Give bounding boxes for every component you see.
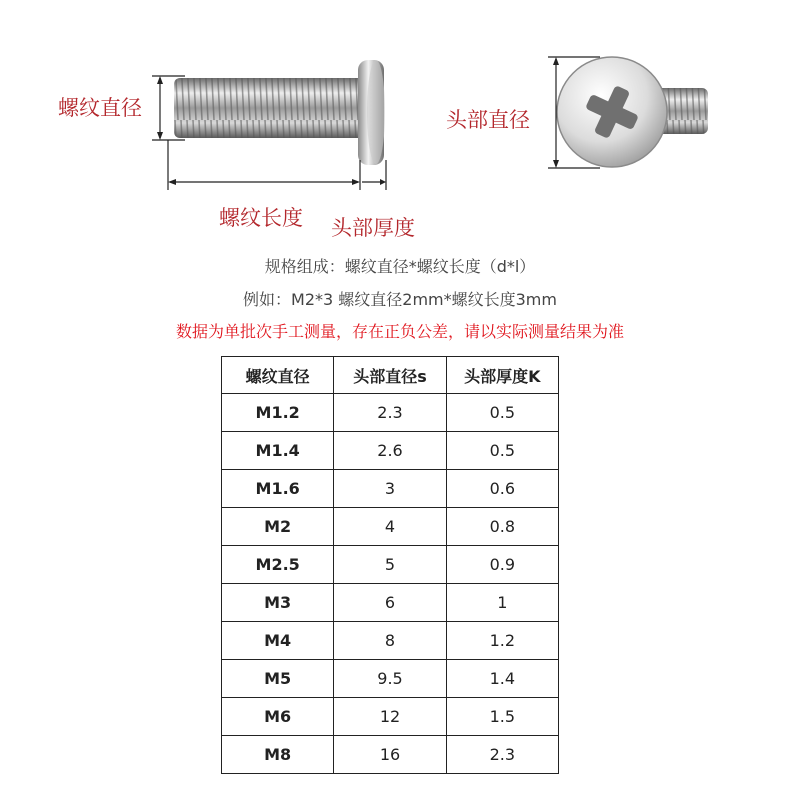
header-head-thickness: 头部厚度K xyxy=(446,357,558,394)
head-diameter-cell: 5 xyxy=(334,546,446,584)
head-thickness-cell: 2.3 xyxy=(446,736,558,774)
table-row xyxy=(222,432,559,470)
table-row xyxy=(222,622,559,660)
thread-length-label: 螺纹长度 xyxy=(219,206,303,230)
screw-head-view xyxy=(557,57,708,167)
table-row xyxy=(222,470,559,508)
thread-diameter-cell: M6 xyxy=(222,698,334,736)
head-diameter-cell: 16 xyxy=(334,736,446,774)
thread-diameter-cell: M2.5 xyxy=(222,546,334,584)
thread-diameter-cell: M8 xyxy=(222,736,334,774)
thread-diameter-cell: M1.6 xyxy=(222,470,334,508)
header-thread-diameter: 螺纹直径 xyxy=(222,357,334,394)
head-thickness-label: 头部厚度 xyxy=(331,216,415,240)
head-diameter-cell: 4 xyxy=(334,508,446,546)
table-row xyxy=(222,660,559,698)
thread-diameter-cell: M3 xyxy=(222,584,334,622)
table-row xyxy=(222,736,559,774)
table-header-row xyxy=(222,357,559,394)
head-diameter-cell: 12 xyxy=(334,698,446,736)
head-thickness-cell: 1.2 xyxy=(446,622,558,660)
head-diameter-cell: 3 xyxy=(334,470,446,508)
thread-diameter-cell: M2 xyxy=(222,508,334,546)
table-row xyxy=(222,508,559,546)
head-diameter-label: 头部直径 xyxy=(446,108,530,132)
thread-diameter-label: 螺纹直径 xyxy=(58,96,142,120)
spec-table xyxy=(221,356,559,774)
head-thickness-cell: 1 xyxy=(446,584,558,622)
head-diameter-cell: 2.6 xyxy=(334,432,446,470)
head-thickness-cell: 1.5 xyxy=(446,698,558,736)
thread-diameter-cell: M4 xyxy=(222,622,334,660)
thread-diameter-cell: M1.4 xyxy=(222,432,334,470)
head-diameter-cell: 8 xyxy=(334,622,446,660)
notice-text: 数据为单批次手工测量，存在正负公差，请以实际测量结果为准 xyxy=(175,322,624,341)
screw-side-view xyxy=(174,60,385,165)
head-diameter-cell: 2.3 xyxy=(334,394,446,432)
head-diameter-cell: 9.5 xyxy=(334,660,446,698)
table-row xyxy=(222,546,559,584)
head-thickness-cell: 0.9 xyxy=(446,546,558,584)
head-thickness-cell: 0.5 xyxy=(446,432,558,470)
head-thickness-cell: 1.4 xyxy=(446,660,558,698)
table-row xyxy=(222,394,559,432)
table-row xyxy=(222,698,559,736)
head-thickness-cell: 0.8 xyxy=(446,508,558,546)
head-diameter-cell: 6 xyxy=(334,584,446,622)
thread-diameter-cell: M1.2 xyxy=(222,394,334,432)
table-row xyxy=(222,584,559,622)
length-dimension xyxy=(168,140,386,190)
spec-format-text: 规格组成：螺纹直径*螺纹长度（d*l） xyxy=(264,257,536,276)
head-thickness-cell: 0.5 xyxy=(446,394,558,432)
example-text: 例如：M2*3 螺纹直径2mm*螺纹长度3mm xyxy=(243,290,557,309)
thread-diameter-cell: M5 xyxy=(222,660,334,698)
header-head-diameter: 头部直径s xyxy=(334,357,446,394)
head-thickness-cell: 0.6 xyxy=(446,470,558,508)
